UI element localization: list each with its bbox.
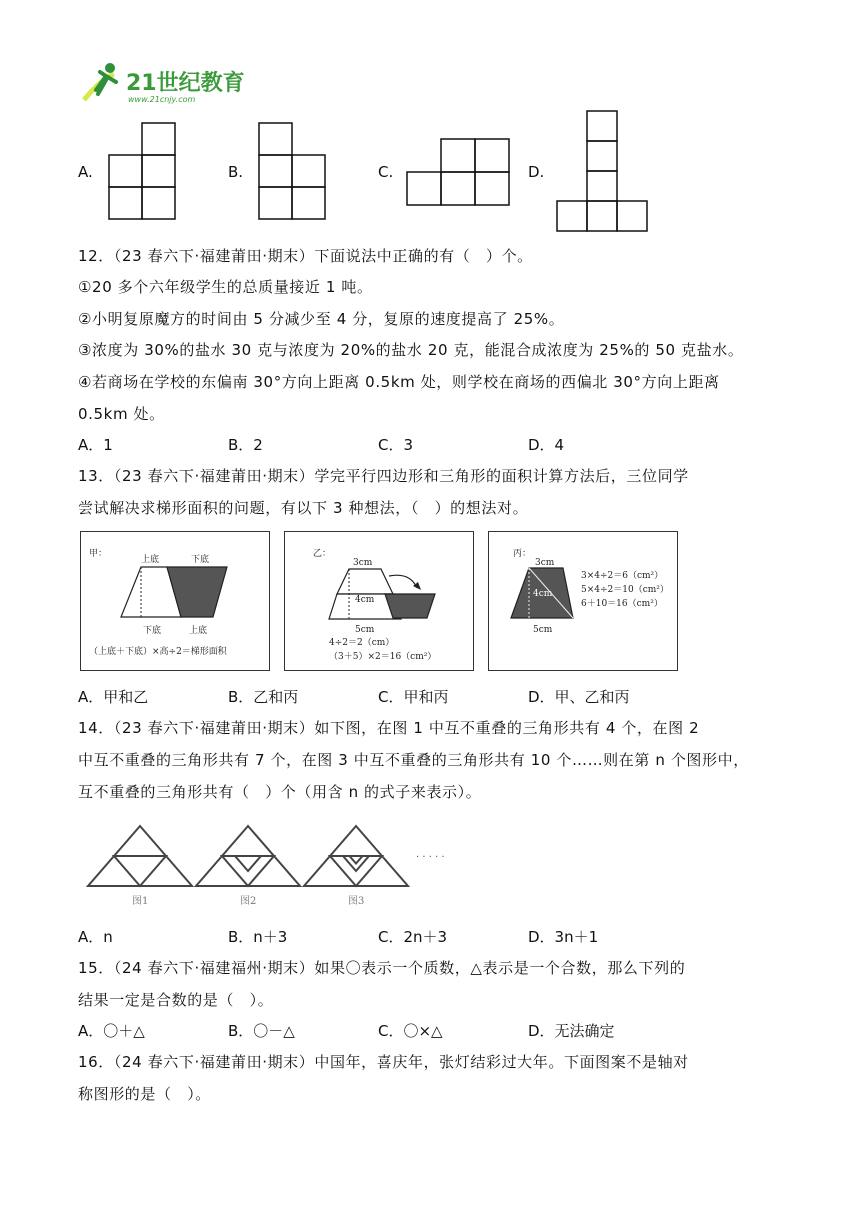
q12-item-1: ①20 多个六年级学生的总质量接近 1 吨。: [78, 278, 373, 296]
panel-jia-label: 甲：: [89, 549, 108, 559]
q11-option-a[interactable]: A.: [78, 163, 93, 181]
panel-jia-bottom-1: 下底: [143, 626, 162, 636]
q14-stem-line-3: 互不重叠的三角形共有（ ）个（用含 n 的式子来表示）。: [78, 783, 482, 801]
q12-item-3: ③浓度为 30%的盐水 30 克与浓度为 20%的盐水 20 克，能混合成浓度为 25%的 50 克盐水。: [78, 341, 744, 359]
q13-option-d[interactable]: D．甲、乙和丙: [528, 688, 630, 706]
panel-yi-height: 4cm: [355, 595, 375, 605]
q15-option-a[interactable]: A．〇＋△: [78, 1022, 145, 1040]
panel-jia-formula: （上底＋下底）×高÷2＝梯形面积: [89, 647, 227, 657]
panel-jia-top-1: 上底: [141, 555, 160, 565]
panel-yi-bottom: 5cm: [355, 625, 375, 635]
fig-2-label: 图2: [240, 896, 257, 907]
q12-item-2: ②小明复原魔方的时间由 5 分减少至 4 分，复原的速度提高了 25%。: [78, 310, 565, 328]
q14-option-b[interactable]: B．n＋3: [228, 928, 288, 946]
logo-main-text: 21世纪教育: [126, 71, 245, 96]
q13-stem-line-1: 13．（23 春六下·福建莆田·期末）学完平行四边形和三角形的面积计算方法后，三位同学: [78, 467, 689, 485]
logo-sub-text: www.21cnjy.com: [128, 95, 196, 104]
q11-figure-d: [556, 110, 651, 234]
q14-stem-line-2: 中互不重叠的三角形共有 7 个，在图 3 中互不重叠的三角形共有 10 个……则在第 n 个图形中，: [78, 751, 749, 769]
panel-jia-top-2: 下底: [191, 555, 210, 565]
q15-stem-line-1: 15．（24 春六下·福建福州·期末）如果〇表示一个质数，△表示是一个合数，那么下列的: [78, 959, 686, 977]
panel-jia-bottom-2: 上底: [189, 626, 208, 636]
logo: [80, 60, 250, 104]
q12-stem: 12．（23 春六下·福建莆田·期末）下面说法中正确的有（ ）个。: [78, 247, 533, 265]
q11-figure-a: [108, 122, 178, 222]
panel-bing-bottom: 5cm: [533, 625, 553, 635]
q14-triangle-figures: [86, 822, 486, 908]
q13-panel-bing: [488, 531, 678, 671]
q15-stem-line-2: 结果一定是合数的是（ ）。: [78, 991, 274, 1009]
q13-option-a[interactable]: A．甲和乙: [78, 688, 149, 706]
q13-option-b[interactable]: B．乙和丙: [228, 688, 299, 706]
q11-option-d[interactable]: D.: [528, 163, 545, 181]
q16-stem-line-1: 16．（24 春六下·福建莆田·期末）中国年，喜庆年，张灯结彩过大年。下面图案不是轴对: [78, 1053, 689, 1071]
ellipsis: · · · · ·: [416, 852, 445, 863]
q14-option-d[interactable]: D．3n＋1: [528, 928, 599, 946]
q14-stem-line-1: 14．（23 春六下·福建莆田·期末）如下图，在图 1 中互不重叠的三角形共有 4 个，在图 2: [78, 719, 700, 737]
q13-panel-jia: [80, 531, 270, 671]
q12-option-b[interactable]: B．2: [228, 436, 263, 454]
q15-option-c[interactable]: C．〇×△: [378, 1022, 443, 1040]
q15-option-d[interactable]: D．无法确定: [528, 1022, 615, 1040]
q11-figure-b: [258, 122, 328, 222]
panel-bing-calc-2: 5×4÷2＝10（cm²）: [581, 585, 669, 595]
q12-option-c[interactable]: C．3: [378, 436, 414, 454]
q12-option-d[interactable]: D．4: [528, 436, 565, 454]
q13-panel-yi: [284, 531, 474, 671]
q16-stem-line-2: 称图形的是（ ）。: [78, 1085, 211, 1103]
q13-option-c[interactable]: C．甲和丙: [378, 688, 449, 706]
arrow-icon: [389, 575, 417, 588]
panel-bing-calc-3: 6＋10＝16（cm²）: [581, 599, 663, 609]
q12-item-4-cont: 0.5km 处。: [78, 405, 165, 423]
panel-bing-label: 丙：: [513, 549, 532, 559]
q14-option-a[interactable]: A．n: [78, 928, 113, 946]
q14-option-c[interactable]: C．2n＋3: [378, 928, 448, 946]
panel-yi-calc-2: （3＋5）×2＝16（cm²）: [329, 652, 437, 662]
panel-bing-height: 4cm: [533, 589, 553, 599]
q12-option-a[interactable]: A．1: [78, 436, 113, 454]
panel-yi-label: 乙：: [313, 549, 332, 559]
q15-option-b[interactable]: B．〇－△: [228, 1022, 295, 1040]
panel-bing-top: 3cm: [535, 558, 555, 568]
panel-bing-calc-1: 3×4÷2＝6（cm²）: [581, 571, 664, 581]
panel-yi-calc-1: 4÷2＝2（cm）: [329, 638, 395, 648]
moved-piece: [385, 594, 435, 618]
q11-figure-c: [406, 138, 511, 208]
panel-yi-top: 3cm: [353, 558, 373, 568]
fig-1-label: 图1: [132, 896, 149, 907]
q11-option-b[interactable]: B.: [228, 163, 244, 181]
fig-3-label: 图3: [348, 896, 365, 907]
q12-item-4: ④若商场在学校的东偏南 30°方向上距离 0.5km 处，则学校在商场的西偏北 30°方向上距离: [78, 373, 720, 391]
runner-logo-icon: [80, 60, 250, 104]
q13-stem-line-2: 尝试解决求梯形面积的问题，有以下 3 种想法，（ ）的想法对。: [78, 499, 529, 517]
q11-option-c[interactable]: C.: [378, 163, 394, 181]
